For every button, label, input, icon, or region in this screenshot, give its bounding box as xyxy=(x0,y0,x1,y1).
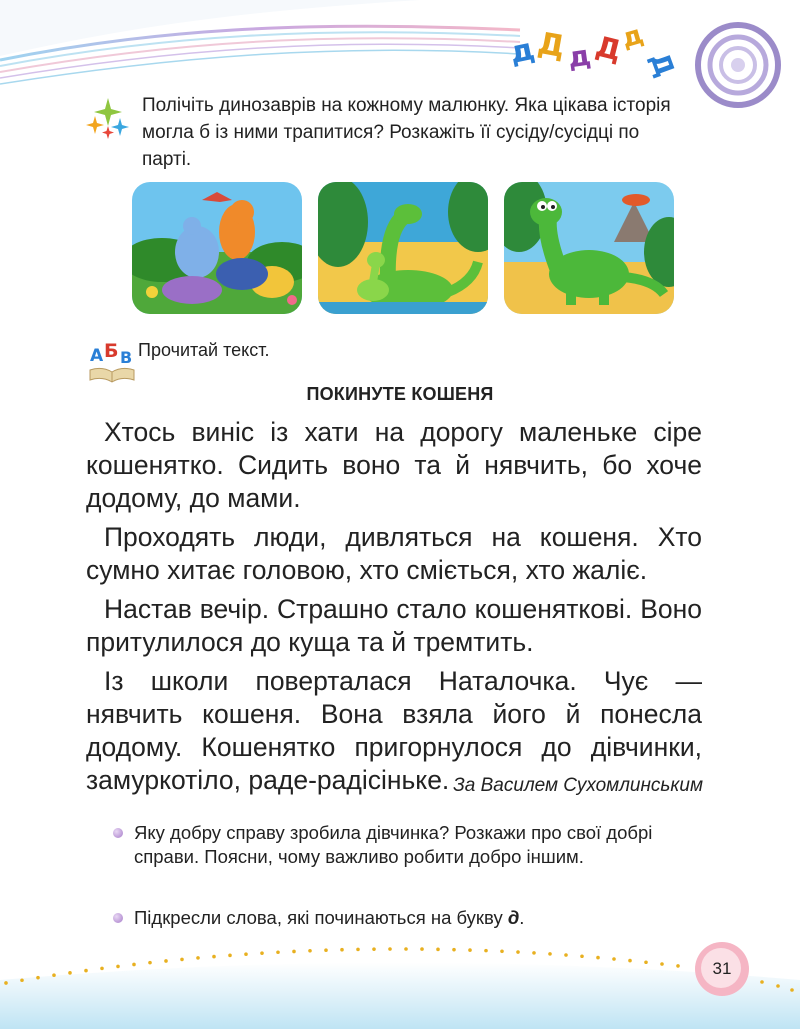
abv-letter: А xyxy=(90,346,104,366)
footer-dot xyxy=(196,956,200,960)
header-letter: Д xyxy=(643,48,680,82)
footer-dot xyxy=(612,957,616,961)
header-letter: Д xyxy=(592,29,625,68)
question-1: Яку добру справу зробила дівчинка? Розкажи про свої добрі справи. Поясни, чому важливо робити добро іншим. xyxy=(134,822,653,867)
footer-dot xyxy=(4,981,8,985)
footer-dot xyxy=(36,976,40,980)
abv-letter: В xyxy=(120,348,133,367)
footer-dot xyxy=(564,953,568,957)
footer-dot xyxy=(420,947,424,951)
footer-dot xyxy=(260,951,264,955)
story-paragraph: Настав вечір. Страшно стало кошеняткові. Воно притулилося до куща та й тремтить. xyxy=(86,594,702,657)
footer-dot xyxy=(580,954,584,958)
question-2-text: Підкресли слова, які починаються на букву xyxy=(134,907,508,928)
page-number: 31 xyxy=(712,959,732,978)
story-text xyxy=(86,416,702,797)
footer-dot xyxy=(356,948,360,952)
footer-dot xyxy=(372,947,376,951)
footer-dot xyxy=(548,952,552,956)
footer-dot xyxy=(228,954,232,958)
bullet-icon xyxy=(113,828,123,838)
footer-dot xyxy=(292,950,296,954)
footer-dot xyxy=(676,964,680,968)
footer-dot xyxy=(84,969,88,973)
story-author: За Василем Сухомлинським xyxy=(453,775,703,796)
header-letter: д xyxy=(618,19,647,55)
footer-dot xyxy=(132,963,136,967)
footer-dot xyxy=(180,958,184,962)
footer-dot xyxy=(484,949,488,953)
header-letter: д xyxy=(506,31,538,72)
footer-dot xyxy=(388,947,392,951)
spiral-icon xyxy=(698,25,778,105)
footer-dot xyxy=(500,949,504,953)
footer-dot xyxy=(628,959,632,963)
header-letter: д xyxy=(565,38,593,75)
bullet-icon xyxy=(113,913,123,923)
question-2-letter: д xyxy=(507,907,520,928)
dinosaur-mother-and-baby-picture xyxy=(318,182,488,314)
read-instruction: Прочитай текст. xyxy=(138,340,270,360)
footer-dot xyxy=(468,948,472,952)
abv-letter: Б xyxy=(104,340,119,362)
story-title: ПОКИНУТЕ КОШЕНЯ xyxy=(306,384,494,404)
footer-dot xyxy=(68,971,72,975)
footer-dot xyxy=(340,948,344,952)
footer-dot xyxy=(404,947,408,951)
footer-decoration xyxy=(0,940,800,1029)
footer-dot xyxy=(436,948,440,952)
footer-dot xyxy=(148,961,152,965)
story-paragraph: Із школи поверталася Наталочка. Чує — нявчить кошеня. Вона взяла його й понесла додому. Кошенятко пригорнулося до дівчинки, замуркотіло, раде-радісіньке. xyxy=(86,666,702,795)
stars-icon xyxy=(84,96,132,142)
footer-dot xyxy=(308,949,312,953)
question-2 xyxy=(134,906,524,930)
abv-book-icon xyxy=(88,340,136,384)
footer-dot xyxy=(660,962,664,966)
footer-dot xyxy=(532,951,536,955)
dinosaur-volcano-picture xyxy=(504,182,674,314)
footer-dot xyxy=(760,980,764,984)
story-paragraph: Хтось виніс із хати на дорогу маленьке сіре кошенятко. Сидить воно та й нявчить, бо хоче додому, до мами. xyxy=(86,417,702,513)
dinosaurs-group-picture xyxy=(132,182,302,314)
footer-dot xyxy=(644,960,648,964)
footer-dot xyxy=(244,952,248,956)
footer-dot xyxy=(20,978,24,982)
footer-dot xyxy=(116,965,120,969)
story-paragraph: Проходять люди, дивляться на кошеня. Хто сумно хитає головою, хто сміється, хто жаліє. xyxy=(86,522,702,585)
footer-dot xyxy=(212,955,216,959)
footer-dot xyxy=(164,959,168,963)
footer-dot xyxy=(324,948,328,952)
footer-dot xyxy=(516,950,520,954)
footer-dot xyxy=(790,988,794,992)
footer-dot xyxy=(100,967,104,971)
question-2-end: . xyxy=(519,907,525,928)
header-letters xyxy=(506,19,700,90)
header-letter: Д xyxy=(535,25,568,66)
footer-dot xyxy=(52,973,56,977)
footer-dot xyxy=(276,950,280,954)
footer-dot xyxy=(452,948,456,952)
footer-dot xyxy=(776,984,780,988)
footer-dot xyxy=(596,956,600,960)
task-text: Полічіть динозаврів на кожному малюнку. Яка цікава історія могла б із ними трапитися? Розкажіть її сусіду/сусідці по парті. xyxy=(142,95,671,170)
